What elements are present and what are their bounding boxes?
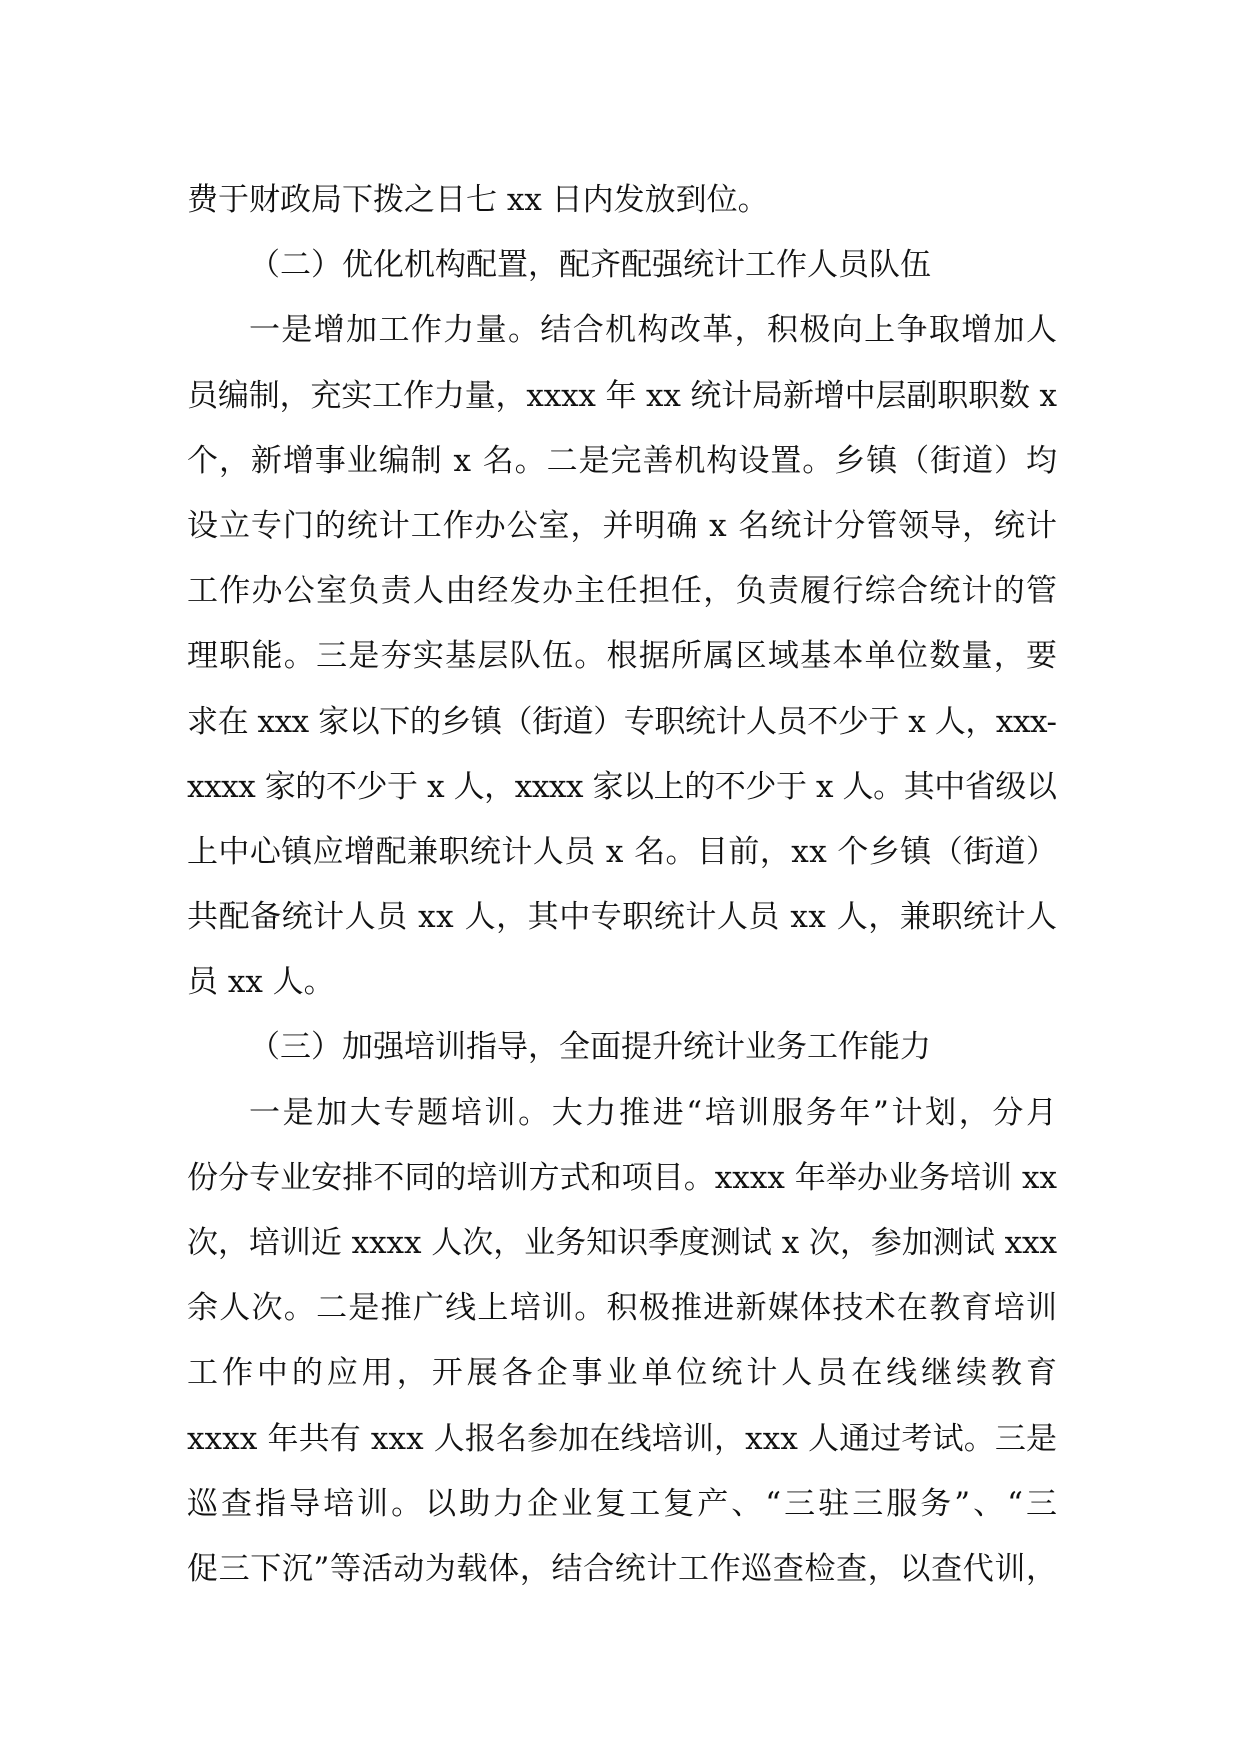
text-line bbox=[187, 885, 1057, 950]
text-line bbox=[187, 1015, 1057, 1080]
text-line-content: 费于财政局下拨之日七 xx 日内发放到位。 bbox=[187, 182, 769, 218]
text-line-content: 员 xx 人。 bbox=[187, 964, 335, 1001]
text-line bbox=[187, 1472, 1061, 1537]
text-line-content: 个，新增事业编制 x 名。二是完善机构设置。乡镇（街道）均 bbox=[187, 442, 1058, 479]
text-line bbox=[187, 1276, 1057, 1341]
text-line bbox=[187, 1407, 1057, 1472]
text-line-content: （二）优化机构配置，配齐配强统计工作人员队伍 bbox=[249, 247, 931, 284]
text-line bbox=[187, 1211, 1057, 1276]
text-line bbox=[187, 1537, 1057, 1602]
text-line-content: 上中心镇应增配兼职统计人员 x 名。目前，xx 个乡镇（街道） bbox=[187, 833, 1058, 870]
text-line bbox=[187, 494, 1057, 559]
text-line-content: （三）加强培训指导，全面提升统计业务工作能力 bbox=[249, 1029, 931, 1066]
text-line-content: 促三下沉”等活动为载体，结合统计工作巡查检查，以查代训， bbox=[187, 1550, 1058, 1587]
text-line-content: 求在 xxx 家以下的乡镇（街道）专职统计人员不少于 x 人，xxx- bbox=[187, 703, 1057, 740]
text-line bbox=[187, 950, 1057, 1015]
text-line bbox=[187, 1146, 1057, 1211]
text-line-content: 理职能。三是夯实基层队伍。根据所属区域基本单位数量，要 bbox=[187, 638, 1059, 675]
text-line-content: 次，培训近 xxxx 人次，业务知识季度测试 x 次，参加测试 xxx bbox=[187, 1225, 1057, 1261]
text-line-content: 一是加大专题培训。大力推进“培训服务年”计划，分月 bbox=[249, 1094, 1060, 1131]
text-line bbox=[187, 364, 1057, 429]
text-line-content: 工作中的应用，开展各企事业单位统计人员在线继续教育 bbox=[187, 1355, 1061, 1392]
text-line-content: 员编制，充实工作力量，xxxx 年 xx 统计局新增中层副职职数 x bbox=[187, 377, 1057, 414]
text-line-content: 一是增加工作力量。结合机构改革，积极向上争取增加人 bbox=[249, 312, 1059, 349]
text-line bbox=[187, 690, 1057, 755]
text-line-content: xxxx 年共有 xxx 人报名参加在线培训，xxx 人通过考试。三是 bbox=[187, 1420, 1058, 1457]
text-line-content: xxxx 家的不少于 x 人，xxxx 家以上的不少于 x 人。其中省级以 bbox=[187, 768, 1057, 805]
text-line bbox=[187, 1341, 1061, 1406]
document-body bbox=[187, 168, 1061, 1602]
text-line bbox=[187, 233, 1057, 298]
text-line bbox=[187, 298, 1057, 363]
text-line bbox=[187, 429, 1057, 494]
text-line bbox=[187, 624, 1057, 689]
text-line bbox=[187, 168, 1057, 233]
text-line-content: 工作办公室负责人由经发办主任担任，负责履行综合统计的管 bbox=[187, 573, 1059, 610]
text-line bbox=[187, 1081, 1060, 1146]
text-line-content: 余人次。二是推广线上培训。积极推进新媒体技术在教育培训 bbox=[187, 1290, 1059, 1327]
text-line-content: 设立专门的统计工作办公室，并明确 x 名统计分管领导，统计 bbox=[187, 507, 1058, 544]
text-line-content: 共配备统计人员 xx 人，其中专职统计人员 xx 人，兼职统计人 bbox=[187, 899, 1058, 936]
text-line-content: 巡查指导培训。以助力企业复工复产、“三驻三服务”、“三 bbox=[187, 1485, 1061, 1522]
text-line bbox=[187, 559, 1057, 624]
text-line-content: 份分专业安排不同的培训方式和项目。xxxx 年举办业务培训 xx bbox=[187, 1159, 1058, 1196]
text-line bbox=[187, 820, 1057, 885]
text-line bbox=[187, 755, 1057, 820]
